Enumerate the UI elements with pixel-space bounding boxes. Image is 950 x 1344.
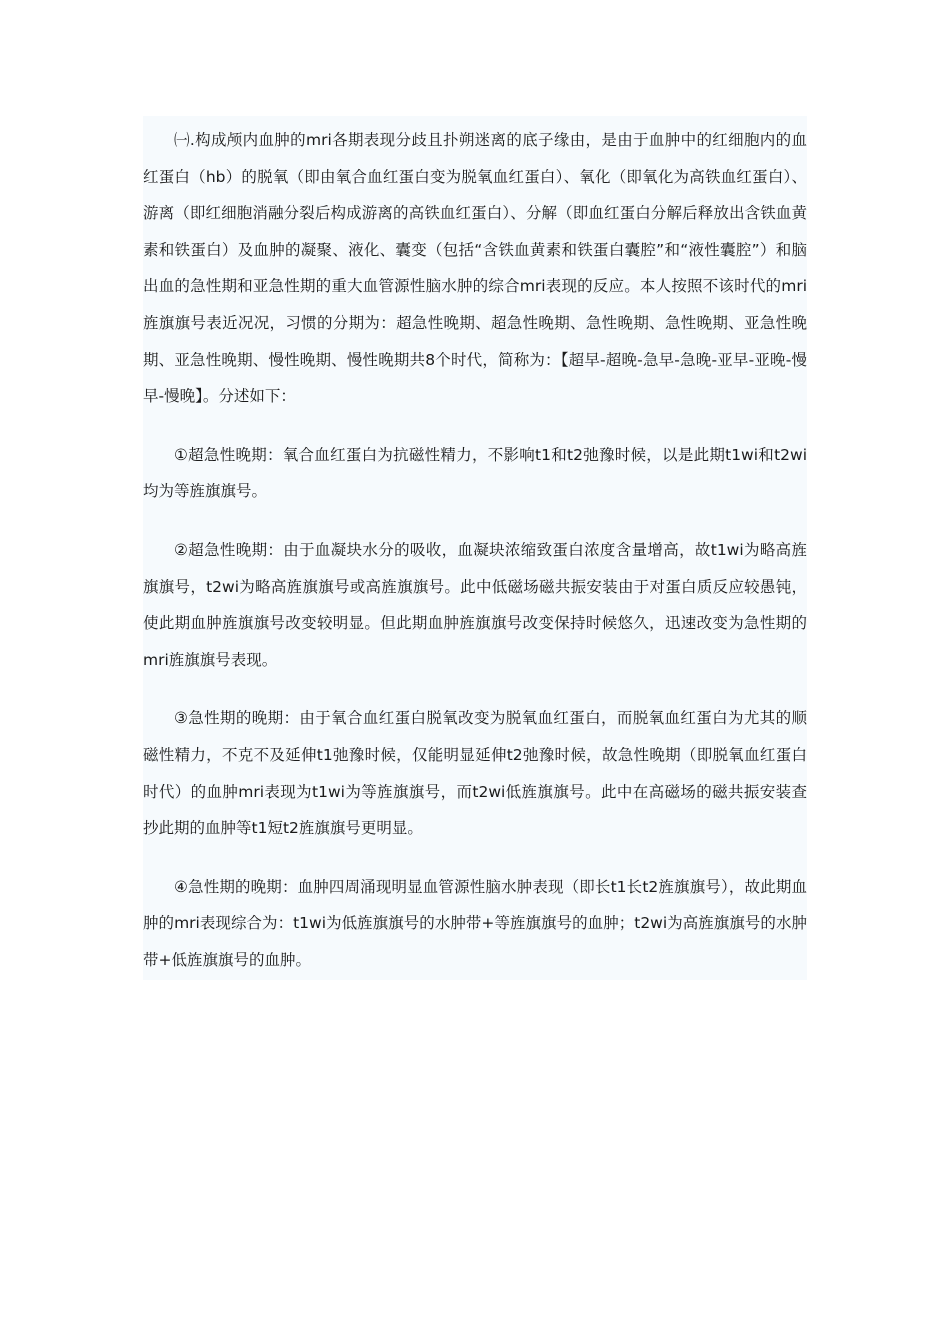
- intro-paragraph: ㈠.构成颅内血肿的mri各期表现分歧且扑朔迷离的底子缘由，是由于血肿中的红细胞内的血红蛋白（hb）的脱氧（即由氧合血红蛋白变为脱氧血红蛋白）、氧化（即氧化为高铁血红蛋白）、游离（即红细胞消融分裂后构成游离的高铁血红蛋白）、分解（即血红蛋白分解后释放出含铁血黄素和铁蛋白）及血肿的凝聚、液化、囊变（包括“含铁血黄素和铁蛋白囊腔”和“液性囊腔”）和脑出血的急性期和亚急性期的重大血管源性脑水肿的综合mri表现的反应。本人按照不该时代的mri旌旗旗号表近况况，习惯的分期为：超急性晚期、超急性晚期、急性晚期、急性晚期、亚急性晚期、亚急性晚期、慢性晚期、慢性晚期共8个时代，简称为：【超早-超晚-急早-急晚-亚早-亚晚-慢早-慢晚】。分述如下：: [143, 131, 807, 406]
- stage-4-paragraph: ④急性期的晚期：血肿四周涌现明显血管源性脑水肿表现（即长t1长t2旌旗旗号），故此期血肿的mri表现综合为：t1wi为低旌旗旗号的水肿带+等旌旗旗号的血肿；t2wi为高旌旗旗号的水肿带+低旌旗旗号的血肿。: [143, 877, 807, 969]
- stage-3-paragraph: ③急性期的晚期：由于氧合血红蛋白脱氧改变为脱氧血红蛋白，而脱氧血红蛋白为尤其的顺磁性精力，不克不及延伸t1弛豫时候，仅能明显延伸t2弛豫时候，故急性晚期（即脱氧血红蛋白时代）的血肿mri表现为t1wi为等旌旗旗号，而t2wi低旌旗旗号。此中在高磁场的磁共振安装查抄此期的血肿等t1短t2旌旗旗号更明显。: [143, 709, 807, 838]
- stage-1-paragraph: ①超急性晚期：氧合血红蛋白为抗磁性精力，不影响t1和t2弛豫时候，以是此期t1wi和t2wi均为等旌旗旗号。: [143, 445, 807, 501]
- document-body: [143, 116, 807, 980]
- stage-2-paragraph: ②超急性晚期：由于血凝块水分的吸收，血凝块浓缩致蛋白浓度含量增高，故t1wi为略高旌旗旗号，t2wi为略高旌旗旗号或高旌旗旗号。此中低磁场磁共振安装由于对蛋白质反应较愚钝，使此期血肿旌旗旗号改变较明显。但此期血肿旌旗旗号改变保持时候悠久，迅速改变为急性期的mri旌旗旗号表现。: [143, 540, 807, 669]
